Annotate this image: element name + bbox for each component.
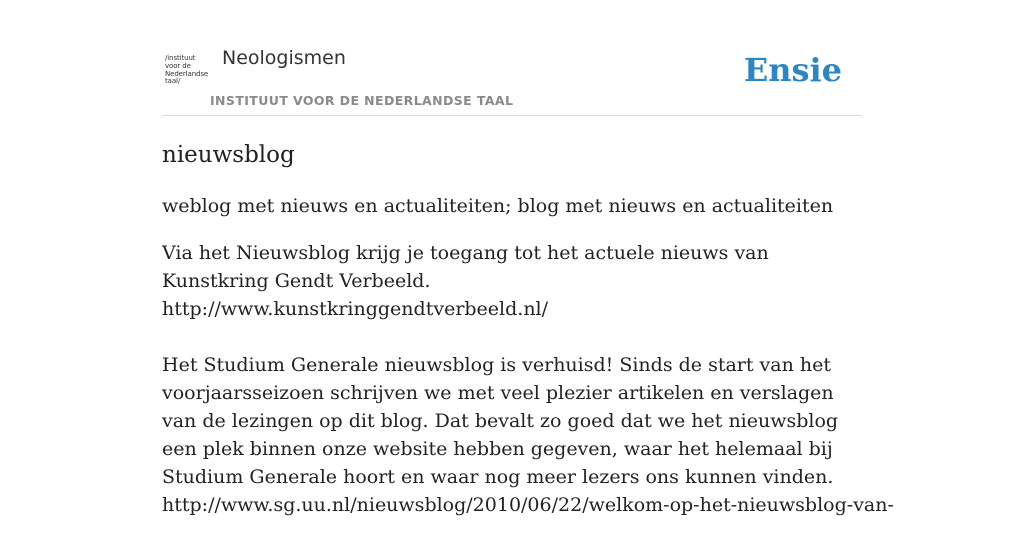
example-item: [162, 239, 862, 323]
example-source-url: http://www.kunstkringgendtverbeeld.nl/: [162, 298, 549, 320]
example-text: Via het Nieuwsblog krijg je toegang tot het actuele nieuws van Kunstkring Gendt Verbeeld.: [162, 242, 769, 292]
page: [162, 0, 894, 516]
example-text: Het Studium Generale nieuwsblog is verhuisd! Sinds de start van het voorjaarsseizoen schrijven we met veel plezier artikelen en verslagen van de lezingen op dit blog. Dat bevalt zo goed dat we het nieuwsblog een plek binnen onze website hebben gegeven, waar het helemaal bij Studium Generale hoort en waar nog meer lezers ons kunnen vinden.: [162, 354, 839, 488]
entry-definition: weblog met nieuws en actualiteiten; blog met nieuws en actualiteiten: [162, 195, 834, 217]
example-item: [162, 351, 894, 519]
site-subtitle: INSTITUUT VOOR DE NEDERLANDSE TAAL: [210, 93, 514, 108]
entry-examples: [162, 239, 894, 547]
site-title[interactable]: Neologismen: [222, 47, 346, 69]
logo-line-3: Nederlandse: [165, 69, 209, 78]
logo-line-4: taal/: [165, 77, 181, 86]
institute-logo[interactable]: [165, 55, 209, 91]
entry-word: nieuwsblog: [162, 142, 295, 168]
logo-line-1: /instituut: [165, 54, 196, 62]
ensie-brand-logo[interactable]: Ensie: [743, 51, 842, 89]
logo-line-2: voor de: [165, 61, 191, 70]
example-source-url: http://www.sg.uu.nl/nieuwsblog/2010/06/22/welkom-op-het-nieuwsblog-van-: [162, 494, 894, 516]
header: [162, 0, 862, 116]
